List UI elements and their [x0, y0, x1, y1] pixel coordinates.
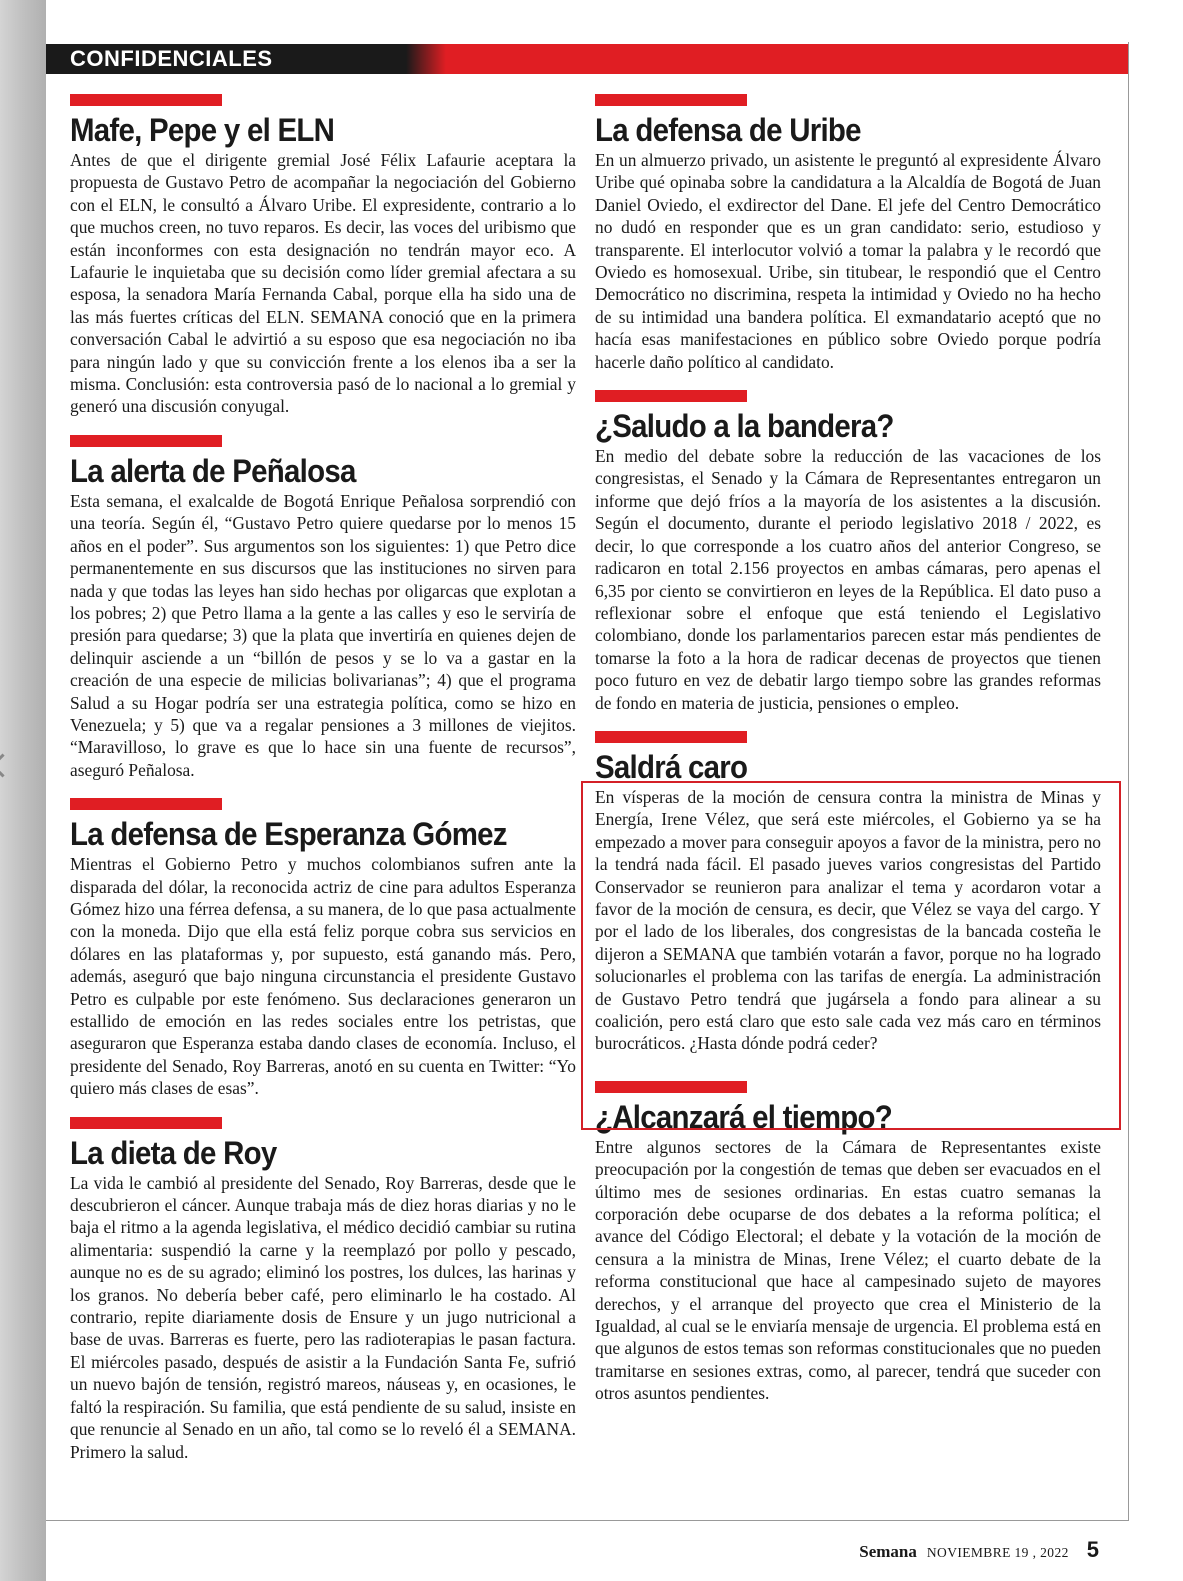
article-body: Esta semana, el exalcalde de Bogotá Enrique Peñalosa sorprendió con una teoría. Según él, “Gustavo Petro quiere quedarse por lo menos 15 años en el poder”. Sus argumentos son los siguientes: 1) que Petro dice permanentemente en sus discursos que las instituciones no sirven para nada y que todas las leyes han sido hechas por oligarcas que explotan a los pobres; 2) que Petro llama a la gente a las calles y eso le serviría de presión para quedarse; 3) que la plata que invertiría en quienes dejen de delinquir asciende a un “billón de pesos y se lo va a gastar en la creación de una especie de milicias bolivarianas”; 4) que el programa Salud a su Hogar podría ser una estrategia política, como se hizo en Venezuela; y 5) que va a regalar pensiones a 3 millones de viejitos. “Maravilloso, lo grave es que lo hace sin una fuente de recursos”, aseguró Peñalosa.	[70, 490, 576, 780]
highlight-box	[581, 781, 1121, 1130]
article-body: Mientras el Gobierno Petro y muchos colombianos sufren ante la disparada del dólar, la reconocida actriz de cine para adultos Esperanza Gómez hizo una férrea defensa, a su manera, de lo que pasa actualmente con la moneda. Dijo que ella está feliz porque cobra sus servicios en dólares en las plataformas y, por supuesto, está ganando más. Pero, además, aseguró que bajo ninguna circunstancia el presidente Gustavo Petro es culpable por este fenómeno. Sus declaraciones generaron un estallido de emoción en las redes sociales entre los petristas, que aseguraron que Esperanza estaba dando clases de economía. Incluso, el presidente del Senado, Roy Barreras, anotó en su cuenta en Twitter: “Yo quiero más clases de esas”.	[70, 854, 576, 1099]
article-headline: Saldrá caro	[595, 748, 748, 785]
article-saludo-bandera	[595, 390, 1101, 714]
article-defensa-uribe	[595, 94, 1101, 373]
article-accent-bar	[595, 94, 747, 106]
article-body: Entre algunos sectores de la Cámara de Representantes existe preocupación por la congestión de temas que deben ser evacuados en el último mes de sesiones ordinarias. En estas cuatro semanas la corporación debe ocuparse de dos debates a la reforma política; el avance del Código Electoral; el debate y la votación de la moción de censura a la ministra de Minas, Irene Vélez; el cuarto debate de la reforma constitucional que hace al campesinado sujeto de mayores derechos, y el arranque del proyecto que crea el Ministerio de la Igualdad, al cual se le enviaría mensaje de urgencia. El problema está en que algunos de estos temas son reformas constitucionales que no pueden tramitarse en sesiones extras, como, al parecer, tendrá que suceder con otros asuntos pendientes.	[595, 1136, 1101, 1404]
page-spine-shadow	[0, 0, 46, 1581]
article-body: La vida le cambió al presidente del Senado, Roy Barreras, desde que le descubrieron el cáncer. Aunque trabaja más de diez horas diarias y no le baja el ritmo a la agenda legislativa, el médico decidió cambiar su rutina alimentaria: suspendió la carne y la reemplazó por pollo y pescado, aunque no es de su agrado; eliminó los postres, los dulces, las harinas y los granos. No debería beber café, pero eliminarlo le ha costado. Al contrario, repite diariamente dosis de Ensure y un jugo nutricional a base de uvas. Barreras es fuerte, pero las radioterapias le pasan factura. El miércoles pasado, después de asistir a la Fundación Santa Fe, sufrió un nuevo bajón de tensión, registró mareos, náuseas y, en ocasiones, le faltó la respiración. Su familia, que está pendiente de su salud, insiste en que renuncie al Senado en un año, tal como se lo reveló él a SEMANA. Primero la salud.	[70, 1172, 576, 1462]
section-label: CONFIDENCIALES	[70, 46, 273, 71]
article-body: Antes de que el dirigente gremial José Félix Lafaurie aceptara la propuesta de Gustavo Petro de acompañar la negociación del Gobierno con el ELN, le consultó a Álvaro Uribe. El expresidente, contrario a lo que muchos creen, no tuvo reparos. Es decir, las voces del uribismo que están inconformes con esta designación no tendrán mayor eco. A Lafaurie le inquietaba que su decisión como líder gremial afectara a su esposa, la senadora María Fernanda Cabal, porque ella ha sido una de las más fuertes críticas del ELN. SEMANA conoció que en la primera conversación Cabal le advirtió a su esposo que esa negociación no iba para ningún lado y que su convicción frente a los elenos iba a ser la misma. Conclusión: esta controversia pasó de lo nacional a lo gremial y generó una discusión conyugal.	[70, 150, 576, 417]
article-accent-bar	[595, 390, 747, 402]
issue-date: NOVIEMBRE 19 , 2022	[926, 1545, 1069, 1560]
article-headline: ¿Saludo a la bandera?	[595, 408, 894, 445]
article-esperanza-gomez	[70, 798, 576, 1099]
right-column	[595, 94, 1101, 1405]
article-headline: Mafe, Pepe y el ELN	[70, 112, 335, 148]
article-accent-bar	[70, 798, 222, 810]
left-column	[70, 94, 576, 1463]
article-body: En medio del debate sobre la reducción de las vacaciones de los congresistas, el Senado y la Cámara de Representantes entregaron un informe que dejó fríos a la mayoría de los asistentes a la discusión. Según el documento, durante el periodo legislativo 2018 / 2022, es decir, lo que corresponde a los cuatro años del anterior Congreso, se radicaron en total 2.156 proyectos en ambas cámaras, pero apenas el 6,35 por ciento se convirtieron en leyes de la República. El dato puso a reflexionar sobre el enfoque que está teniendo el Legislativo colombiano, donde los parlamentarios parecen estar más pendientes de tomarse la foto a la hora de radicar decenas de proyectos que tienen poco futuro en vez de debatir largo tiempo sobre las grandes reformas de fondo en materia de justicia, pensiones o empleo.	[595, 446, 1101, 713]
article-accent-bar	[70, 435, 222, 447]
article-accent-bar	[70, 1117, 222, 1129]
article-headline: ¿Alcanzará el tiempo?	[595, 1098, 893, 1135]
article-headline: La defensa de Uribe	[595, 112, 861, 148]
page-number: 5	[1086, 1537, 1099, 1562]
article-dieta-roy	[70, 1117, 576, 1463]
article-accent-bar	[595, 731, 747, 743]
page-footer	[859, 1537, 1099, 1563]
article-mafe-pepe	[70, 94, 576, 418]
article-headline: La defensa de Esperanza Gómez	[70, 816, 507, 853]
article-accent-bar	[70, 94, 222, 106]
magazine-name: Semana	[859, 1542, 917, 1561]
article-body: En vísperas de la moción de censura contra la ministra de Minas y Energía, Irene Vélez, que será este miércoles, el Gobierno ya se ha empezado a mover para conseguir apoyos a favor de la ministra, pero no la tendrá nada fácil. El pasado jueves varios congresistas del Partido Conservador se reunieron para analizar el tema y acordaron votar a favor de la moción de censura, es decir, que Vélez se vaya del cargo. Y por el lado de los liberales, dos congresistas de la bancada costeña le dijeron a SEMANA que también votarán a favor, porque no ha logrado solucionarles el problema con las tarifas de energía. La administración de Gustavo Petro tendrá que jugársela a fondo para alinear a su coalición, pero está claro que esto sale cada vez más caro en términos burocráticos. ¿Hasta dónde podrá ceder?	[595, 786, 1101, 1054]
article-alerta-penalosa	[70, 435, 576, 781]
article-headline: La alerta de Peñalosa	[70, 452, 356, 489]
article-headline: La dieta de Roy	[70, 1134, 277, 1171]
article-body: En un almuerzo privado, un asistente le preguntó al expresidente Álvaro Uribe qué opinaba sobre la candidatura a la Alcaldía de Bogotá de Juan Daniel Oviedo, el exdirector del Dane. El jefe del Centro Democrático no dudó en responder que es un gran candidato: serio, estudioso y transparente. El interlocutor volvió a tomar la palabra y le recordó que Oviedo es homosexual. Uribe, sin titubear, le respondió que el Centro Democrático no discrimina, respeta la intimidad y Oviedo no ha hecho de su intimidad una bandera política. El exmandatario aceptó que no hacía esas manifestaciones en público sobre Oviedo porque podría hacerle daño político al candidato.	[595, 150, 1101, 372]
